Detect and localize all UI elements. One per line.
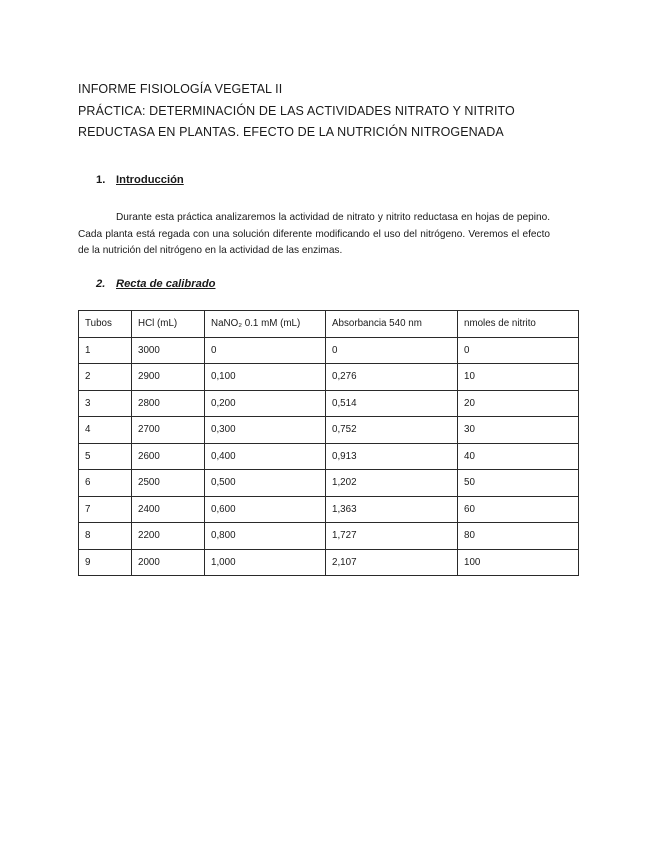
table-cell: 10 xyxy=(458,364,579,391)
table-cell: 0 xyxy=(326,337,458,364)
table-cell: 2800 xyxy=(132,390,205,417)
table-row xyxy=(79,470,579,497)
table-row xyxy=(79,443,579,470)
section-heading-recta-de-calibrado xyxy=(96,278,215,290)
table-row xyxy=(79,364,579,391)
table-cell: 0 xyxy=(205,337,326,364)
table-cell: 3 xyxy=(79,390,132,417)
table-cell: 8 xyxy=(79,523,132,550)
table-cell: 2500 xyxy=(132,470,205,497)
table-cell: 0,100 xyxy=(205,364,326,391)
header-nmoles: nmoles de nitrito xyxy=(458,311,579,338)
header-hcl: HCl (mL) xyxy=(132,311,205,338)
title-line-1: INFORME FISIOLOGÍA VEGETAL II xyxy=(78,82,283,96)
section-number: 2. xyxy=(96,278,106,290)
section-heading-introduccion xyxy=(96,174,184,186)
table-cell: 5 xyxy=(79,443,132,470)
table-cell: 2900 xyxy=(132,364,205,391)
table-cell: 7 xyxy=(79,496,132,523)
header-absorbancia: Absorbancia 540 nm xyxy=(326,311,458,338)
table-cell: 9 xyxy=(79,549,132,576)
table-cell: 60 xyxy=(458,496,579,523)
table-cell: 0,300 xyxy=(205,417,326,444)
table-cell: 1 xyxy=(79,337,132,364)
title-line-3: REDUCTASA EN PLANTAS. EFECTO DE LA NUTRICIÓN NITROGENADA xyxy=(78,125,504,139)
table-header-row xyxy=(79,311,579,338)
header-tubos: Tubos xyxy=(79,311,132,338)
table-row xyxy=(79,523,579,550)
table-cell: 4 xyxy=(79,417,132,444)
table-cell: 2600 xyxy=(132,443,205,470)
table-cell: 3000 xyxy=(132,337,205,364)
title-line-2: PRÁCTICA: DETERMINACIÓN DE LAS ACTIVIDADES NITRATO Y NITRITO xyxy=(78,103,515,118)
table-cell: 80 xyxy=(458,523,579,550)
table-cell: 2700 xyxy=(132,417,205,444)
calibration-table xyxy=(78,310,579,576)
table-row xyxy=(79,496,579,523)
table-cell: 1,000 xyxy=(205,549,326,576)
table-cell: 0,500 xyxy=(205,470,326,497)
section-number: 1. xyxy=(96,174,106,186)
table-cell: 20 xyxy=(458,390,579,417)
table-cell: 30 xyxy=(458,417,579,444)
table-cell: 1,202 xyxy=(326,470,458,497)
table-row xyxy=(79,549,579,576)
table-body xyxy=(79,337,579,576)
table-row xyxy=(79,337,579,364)
intro-paragraph: Durante esta práctica analizaremos la actividad de nitrato y nitrito reductasa en hojas de pepino. Cada planta está regada con una solución diferente modificando el uso del nitrógeno. Veremos el efecto de la nutrición del nitrógeno en la actividad de las enzimas. xyxy=(78,212,550,257)
table-cell: 1,727 xyxy=(326,523,458,550)
table-cell: 0,913 xyxy=(326,443,458,470)
table-cell: 0,752 xyxy=(326,417,458,444)
header-nano2: NaNO₂ 0.1 mM (mL) xyxy=(205,311,326,338)
table-cell: 2000 xyxy=(132,549,205,576)
section-title: Recta de calibrado xyxy=(116,278,216,290)
table-row xyxy=(79,417,579,444)
table-cell: 2400 xyxy=(132,496,205,523)
table-cell: 0,600 xyxy=(205,496,326,523)
table-cell: 100 xyxy=(458,549,579,576)
table-cell: 0,276 xyxy=(326,364,458,391)
table-cell: 2200 xyxy=(132,523,205,550)
table-cell: 0,200 xyxy=(205,390,326,417)
document-title xyxy=(78,79,578,144)
table-row xyxy=(79,390,579,417)
table-cell: 6 xyxy=(79,470,132,497)
table-cell: 50 xyxy=(458,470,579,497)
table-cell: 40 xyxy=(458,443,579,470)
table-cell: 0,800 xyxy=(205,523,326,550)
table-cell: 0 xyxy=(458,337,579,364)
table-cell: 2,107 xyxy=(326,549,458,576)
table-cell: 2 xyxy=(79,364,132,391)
intro-paragraph-block xyxy=(78,210,550,260)
table-cell: 0,400 xyxy=(205,443,326,470)
table-cell: 0,514 xyxy=(326,390,458,417)
section-title: Introducción xyxy=(116,174,184,186)
table-cell: 1,363 xyxy=(326,496,458,523)
